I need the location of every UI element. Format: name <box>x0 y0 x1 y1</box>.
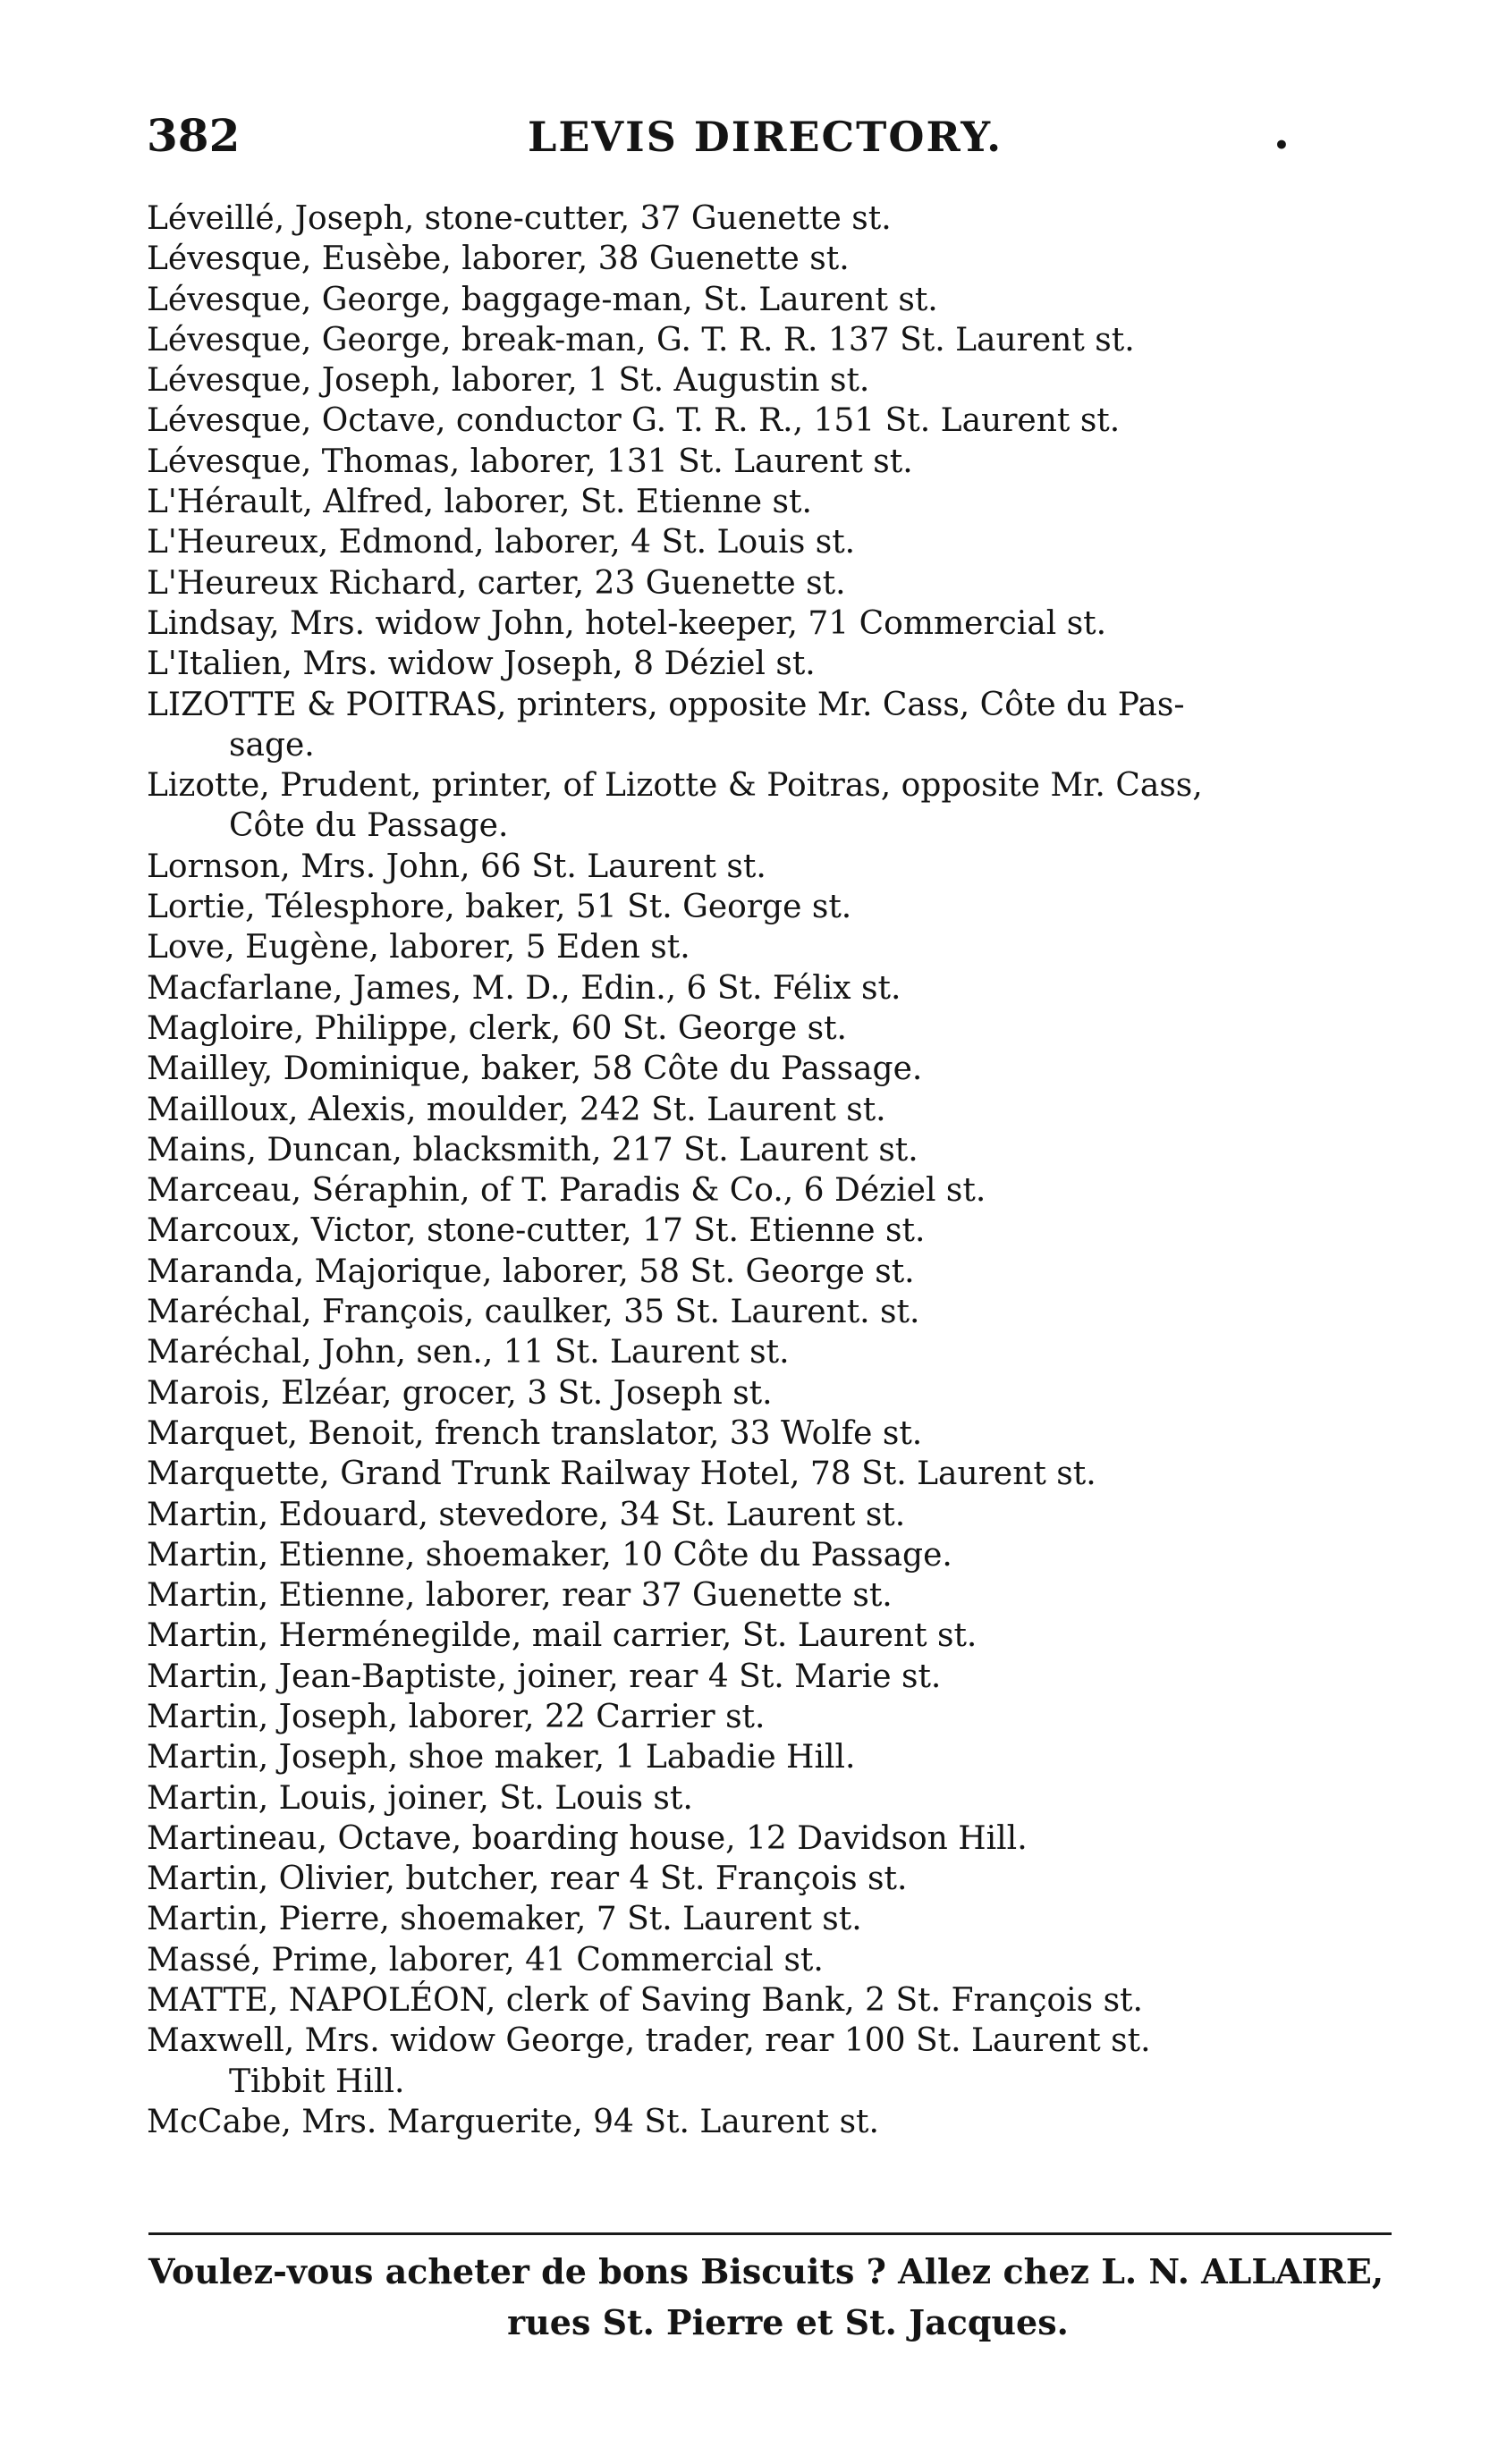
directory-entry: Maréchal, François, caulker, 35 St. Laurent. st. <box>147 1294 920 1331</box>
directory-entry: Mailloux, Alexis, moulder, 242 St. Laurent st. <box>147 1091 886 1128</box>
directory-entry: Martin, Jean-Baptiste, joiner, rear 4 St. Marie st. <box>147 1658 942 1695</box>
advertisement-line-2: rues St. Pierre et St. Jacques. <box>507 2302 1069 2342</box>
directory-entry: Marcoux, Victor, stone-cutter, 17 St. Etienne st. <box>147 1212 926 1250</box>
directory-entry: Mailley, Dominique, baker, 58 Côte du Passage. <box>147 1051 923 1088</box>
directory-entry: Marceau, Séraphin, of T. Paradis & Co., 6 Déziel st. <box>147 1172 986 1210</box>
directory-entry: L'Heureux, Edmond, laborer, 4 St. Louis st. <box>147 524 856 561</box>
directory-entry: L'Hérault, Alfred, laborer, St. Etienne st. <box>147 484 812 521</box>
directory-entry-continuation: Côte du Passage. <box>229 807 509 845</box>
divider-rule <box>148 2232 1392 2235</box>
directory-entry-continuation: Tibbit Hill. <box>229 2063 405 2100</box>
directory-entry: Marquette, Grand Trunk Railway Hotel, 78 St. Laurent st. <box>147 1456 1096 1493</box>
directory-entry-continuation: sage. <box>229 726 315 764</box>
page-number: 382 <box>147 109 241 162</box>
directory-entry: Maranda, Majorique, laborer, 58 St. George st. <box>147 1253 915 1290</box>
page-header <box>0 109 1498 181</box>
directory-entry: Lornson, Mrs. John, 66 St. Laurent st. <box>147 848 766 885</box>
directory-entry: Martin, Herménegilde, mail carrier, St. Laurent st. <box>147 1617 978 1655</box>
directory-entry: Marois, Elzéar, grocer, 3 St. Joseph st. <box>147 1374 773 1412</box>
directory-entry: Massé, Prime, laborer, 41 Commercial st. <box>147 1941 824 1979</box>
directory-entry: Lévesque, Octave, conductor G. T. R. R., 151 St. Laurent st. <box>147 402 1121 440</box>
directory-entry: Macfarlane, James, M. D., Edin., 6 St. Félix st. <box>147 969 901 1007</box>
directory-entry: Martineau, Octave, boarding house, 12 Davidson Hill. <box>147 1819 1028 1857</box>
directory-entry: Martin, Louis, joiner, St. Louis st. <box>147 1779 693 1817</box>
header-mark: • <box>1274 131 1290 160</box>
directory-entry: Lévesque, Eusèbe, laborer, 38 Guenette st. <box>147 240 850 278</box>
directory-entry: Martin, Edouard, stevedore, 34 St. Laurent st. <box>147 1496 906 1533</box>
directory-entry: Maxwell, Mrs. widow George, trader, rear 100 St. Laurent st. <box>147 2022 1151 2060</box>
directory-entry: Lévesque, Thomas, laborer, 131 St. Laurent st. <box>147 443 913 480</box>
directory-entry: Maréchal, John, sen., 11 St. Laurent st. <box>147 1334 790 1371</box>
running-title: LEVIS DIRECTORY. <box>528 113 1003 161</box>
directory-entry: McCabe, Mrs. Marguerite, 94 St. Laurent st. <box>147 2103 879 2140</box>
directory-entry: Martin, Olivier, butcher, rear 4 St. François st. <box>147 1861 908 1898</box>
directory-entries <box>147 198 1399 2142</box>
directory-entry: Martin, Joseph, shoe maker, 1 Labadie Hill. <box>147 1739 856 1776</box>
directory-entry: Lortie, Télesphore, baker, 51 St. George st. <box>147 889 852 926</box>
advertisement-line-1: Voulez-vous acheter de bons Biscuits ? Allez chez L. N. ALLAIRE, <box>148 2251 1384 2291</box>
directory-entry: Marquet, Benoit, french translator, 33 Wolfe st. <box>147 1414 923 1452</box>
directory-entry: Love, Eugène, laborer, 5 Eden st. <box>147 929 690 966</box>
directory-entry: Lévesque, Joseph, laborer, 1 St. Augustin st. <box>147 362 870 400</box>
directory-entry: Martin, Etienne, shoemaker, 10 Côte du Passage. <box>147 1536 952 1574</box>
directory-entry: LIZOTTE & POITRAS, printers, opposite Mr. Cass, Côte du Pas- <box>147 686 1185 723</box>
directory-entry: L'Heureux Richard, carter, 23 Guenette st. <box>147 564 846 602</box>
directory-entry: Martin, Joseph, laborer, 22 Carrier st. <box>147 1698 766 1735</box>
directory-entry: L'Italien, Mrs. widow Joseph, 8 Déziel st. <box>147 646 816 683</box>
directory-entry: Mains, Duncan, blacksmith, 217 St. Laurent st. <box>147 1131 918 1169</box>
directory-entry: Léveillé, Joseph, stone-cutter, 37 Guenette st. <box>147 200 892 237</box>
directory-entry: Lévesque, George, baggage-man, St. Laurent st. <box>147 281 938 318</box>
directory-entry: Lévesque, George, break-man, G. T. R. R. 137 St. Laurent st. <box>147 321 1135 359</box>
directory-entry: Magloire, Philippe, clerk, 60 St. George st. <box>147 1009 847 1047</box>
directory-entry: Martin, Pierre, shoemaker, 7 St. Laurent st. <box>147 1901 862 1938</box>
directory-entry: Lizotte, Prudent, printer, of Lizotte & Poitras, opposite Mr. Cass, <box>147 767 1203 805</box>
directory-entry: Martin, Etienne, laborer, rear 37 Guenette st. <box>147 1577 893 1615</box>
directory-entry: MATTE, NAPOLÉON, clerk of Saving Bank, 2 St. François st. <box>147 1982 1143 2020</box>
directory-entry: Lindsay, Mrs. widow John, hotel-keeper, 71 Commercial st. <box>147 604 1107 642</box>
